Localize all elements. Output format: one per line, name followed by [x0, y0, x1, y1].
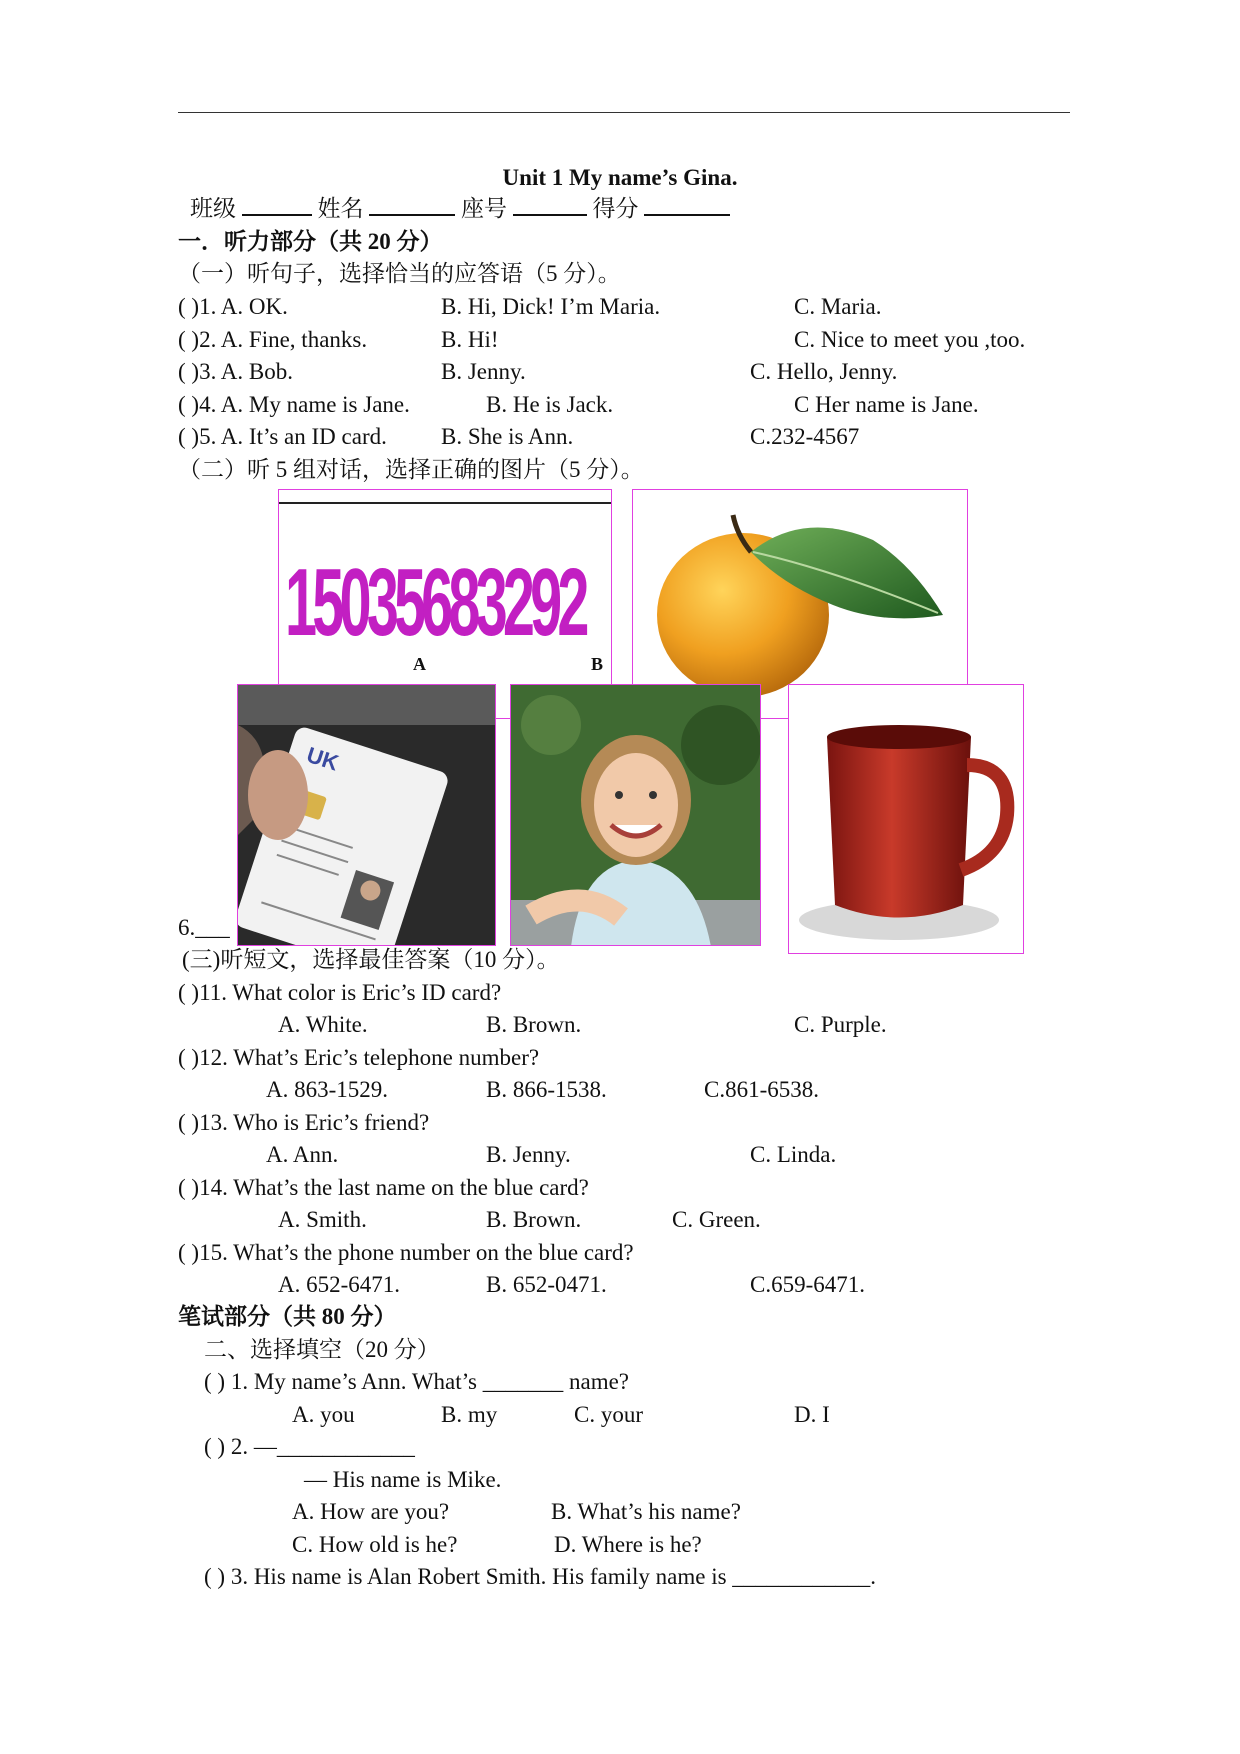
- writing-q2-c: C. How old is he?: [292, 1532, 458, 1557]
- part3-q11: ( )11. What color is Eric’s ID card?: [178, 980, 502, 1005]
- writing-q2-a: A. How are you?: [292, 1499, 450, 1524]
- part3-q15-b: B. 652-0471.: [486, 1272, 607, 1297]
- name-blank[interactable]: [369, 194, 455, 216]
- part1-q5-c: C.232-4567: [750, 424, 860, 449]
- student-info-line: [190, 194, 730, 224]
- picture-mug: [788, 684, 1024, 954]
- picture-label-a: A: [413, 654, 426, 674]
- phone-number-text: 15035683292: [285, 549, 585, 656]
- part3-q12-c: C.861-6538.: [704, 1077, 819, 1102]
- part1-q5: ( )5. A. It’s an ID card.: [178, 424, 387, 449]
- mug-icon: [789, 685, 1024, 954]
- part2-answer-blank[interactable]: 6.___: [178, 915, 230, 940]
- writing-q3: ( ) 3. His name is Alan Robert Smith. His family name is ____________.: [204, 1564, 877, 1589]
- girl-portrait-icon: [511, 685, 761, 946]
- picture-label-b: B: [591, 654, 604, 674]
- writing-q2: ( ) 2. —____________: [204, 1434, 415, 1459]
- part3-q11-b: B. Brown.: [486, 1012, 582, 1037]
- writing-part2-heading: 二、选择填空（20 分）: [204, 1337, 440, 1362]
- part1-q1-b: B. Hi, Dick! I’m Maria.: [441, 294, 661, 319]
- id-card-icon: [238, 685, 496, 946]
- part3-q13: ( )13. Who is Eric’s friend?: [178, 1110, 430, 1135]
- part1-q1: ( )1. A. OK.: [178, 294, 288, 319]
- page-title: Unit 1 My name’s Gina.: [502, 165, 738, 190]
- name-label: 姓名: [317, 196, 364, 221]
- part3-q13-b: B. Jenny.: [486, 1142, 571, 1167]
- writing-q2-b: B. What’s his name?: [551, 1499, 741, 1524]
- part3-q13-a: A. Ann.: [266, 1142, 339, 1167]
- writing-q1: ( ) 1. My name’s Ann. What’s _______ name?: [204, 1369, 630, 1394]
- part3-heading: (三)听短文，选择最佳答案（10 分）。: [182, 947, 560, 972]
- part1-q1-c: C. Maria.: [794, 294, 882, 319]
- part3-q14-b: B. Brown.: [486, 1207, 582, 1232]
- part1-q2-c: C. Nice to meet you ,too.: [794, 327, 1026, 352]
- writing-heading: 笔试部分（共 80 分）: [178, 1304, 397, 1329]
- part1-q2: ( )2. A. Fine, thanks.: [178, 327, 368, 352]
- part1-q4: ( )4. A. My name is Jane.: [178, 392, 410, 417]
- svg-text:UK: UK: [303, 741, 342, 776]
- part3-q15: ( )15. What’s the phone number on the blue card?: [178, 1240, 634, 1265]
- part3-q11-a: A. White.: [278, 1012, 368, 1037]
- picture-girl: [510, 684, 761, 946]
- part1-q5-b: B. She is Ann.: [441, 424, 574, 449]
- part3-q15-c: C.659-6471.: [750, 1272, 865, 1297]
- writing-q1-b: B. my: [441, 1402, 498, 1427]
- part1-q4-c: C Her name is Jane.: [794, 392, 979, 417]
- class-label: 班级: [190, 196, 236, 221]
- part1-q4-b: B. He is Jack.: [486, 392, 614, 417]
- picture-id-card: [237, 684, 496, 946]
- listening-heading: 一．听力部分（共 20 分）: [178, 229, 443, 254]
- part3-q15-a: A. 652-6471.: [278, 1272, 401, 1297]
- writing-q1-a: A. you: [292, 1402, 355, 1427]
- writing-q2-reply: — His name is Mike.: [304, 1467, 502, 1492]
- score-blank[interactable]: [644, 194, 730, 216]
- part3-q12-b: B. 866-1538.: [486, 1077, 607, 1102]
- part3-q13-c: C. Linda.: [750, 1142, 837, 1167]
- writing-q2-d: D. Where is he?: [554, 1532, 702, 1557]
- part1-q3: ( )3. A. Bob.: [178, 359, 293, 384]
- part3-q14-a: A. Smith.: [278, 1207, 367, 1232]
- part3-q14: ( )14. What’s the last name on the blue card?: [178, 1175, 589, 1200]
- part2-heading: （二）听 5 组对话，选择正确的图片（5 分）。: [178, 457, 644, 482]
- part3-q12-a: A. 863-1529.: [266, 1077, 389, 1102]
- part3-q14-c: C. Green.: [672, 1207, 761, 1232]
- writing-q1-c: C. your: [574, 1402, 643, 1427]
- part1-heading: （一）听句子，选择恰当的应答语（5 分）。: [178, 261, 621, 286]
- seat-blank[interactable]: [513, 194, 587, 216]
- writing-q1-d: D. I: [794, 1402, 830, 1427]
- part3-q11-c: C. Purple.: [794, 1012, 887, 1037]
- score-label: 得分: [592, 196, 639, 221]
- seat-label: 座号: [461, 196, 507, 221]
- part1-q2-b: B. Hi!: [441, 327, 499, 352]
- part1-q3-c: C. Hello, Jenny.: [750, 359, 898, 384]
- part1-q3-b: B. Jenny.: [441, 359, 526, 384]
- part3-q12: ( )12. What’s Eric’s telephone number?: [178, 1045, 540, 1070]
- class-blank[interactable]: [242, 194, 312, 216]
- header-rule: [178, 112, 1070, 113]
